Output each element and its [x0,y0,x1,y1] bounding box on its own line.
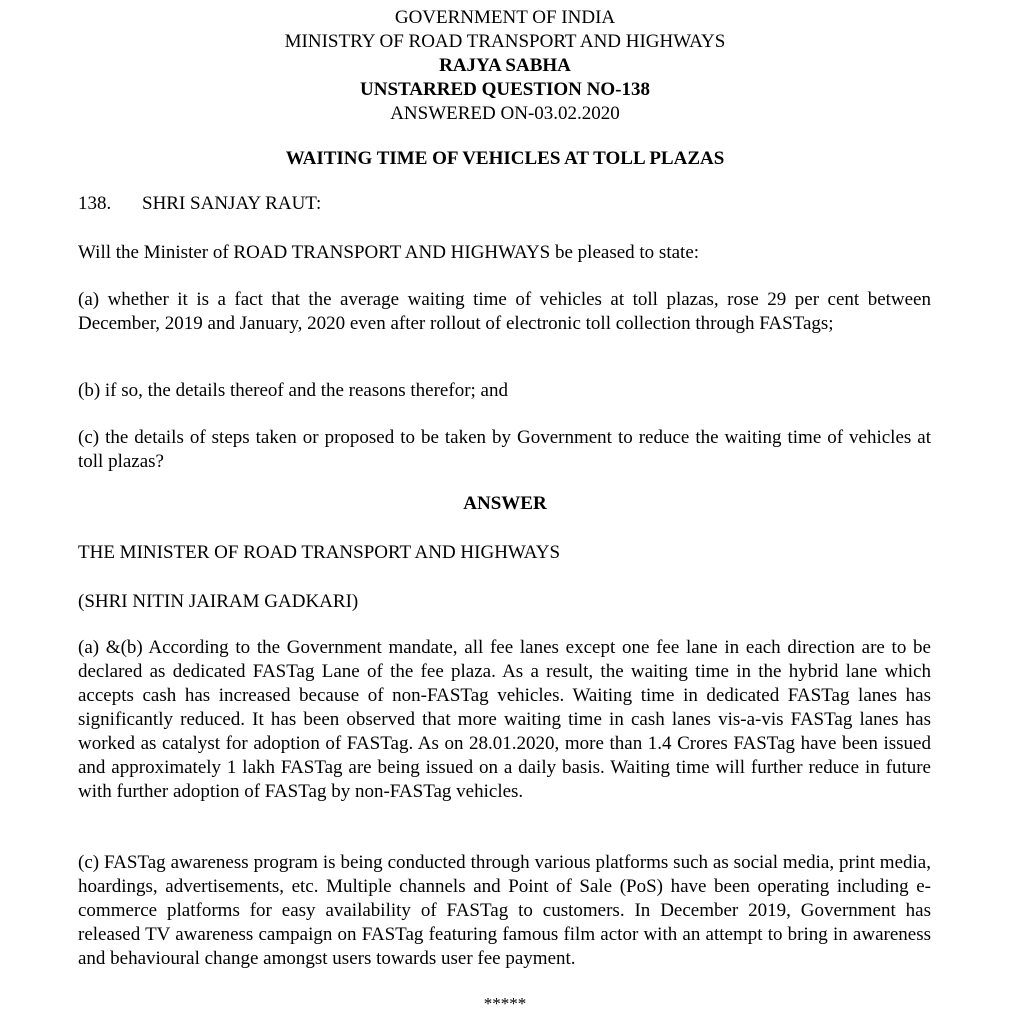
answer-minister-name: (SHRI NITIN JAIRAM GADKARI) [78,591,359,612]
question-member: SHRI SANJAY RAUT: [142,193,322,214]
header-ministry: MINISTRY OF ROAD TRANSPORT AND HIGHWAYS [284,31,726,52]
document-title: WAITING TIME OF VEHICLES AT TOLL PLAZAS [285,148,725,169]
question-part-b: (b) if so, the details thereof and the reasons therefor; and [78,380,508,401]
question-number: 138. [78,193,112,214]
header-answered-date: ANSWERED ON-03.02.2020 [390,103,620,124]
question-member-line [78,192,931,216]
question-part-a: (a) whether it is a fact that the average waiting time of vehicles at toll plazas, rose 29 per cent between December, 2019 and January, 2020 even after rollout of electronic toll collection through FASTags; [78,289,931,334]
end-marker: ***** [483,994,527,1013]
header-government: GOVERNMENT OF INDIA [394,7,616,28]
answer-heading: ANSWER [463,493,547,514]
header-question-number: UNSTARRED QUESTION NO-138 [360,79,650,100]
answer-part-c: (c) FASTag awareness program is being conducted through various platforms such as social media, print media, hoardings, advertisements, etc. Multiple channels and Point of Sale (PoS) have been operating including e-commerce platforms for easy availability of FASTag to customers. In December 2019, Government has released TV awareness campaign on FASTag featuring famous film actor with an attempt to bring in awareness and behavioural change amongst users towards user fee payment. [78,852,931,969]
question-part-c: (c) the details of steps taken or proposed to be taken by Government to reduce the waiting time of vehicles at toll plazas? [78,427,931,472]
question-intro: Will the Minister of ROAD TRANSPORT AND HIGHWAYS be pleased to state: [78,242,700,263]
answer-minister-title: THE MINISTER OF ROAD TRANSPORT AND HIGHWAYS [78,542,561,563]
header-house: RAJYA SABHA [439,55,571,76]
answer-part-ab: (a) &(b) According to the Government mandate, all fee lanes except one fee lane in each direction are to be declared as dedicated FASTag Lane of the fee plaza. As a result, the waiting time in the hybrid lane which accepts cash has increased because of non-FASTag vehicles. Waiting time in dedicated FASTag lanes has significantly reduced. It has been observed that more waiting time in cash lanes vis-a-vis FASTag lanes has worked as catalyst for adoption of FASTag. As on 28.01.2020, more than 1.4 Crores FASTag have been issued and approximately 1 lakh FASTag are being issued on a daily basis. Waiting time will further reduce in future with further adoption of FASTag by non-FASTag vehicles. [78,637,931,802]
document-header [0,6,1010,126]
